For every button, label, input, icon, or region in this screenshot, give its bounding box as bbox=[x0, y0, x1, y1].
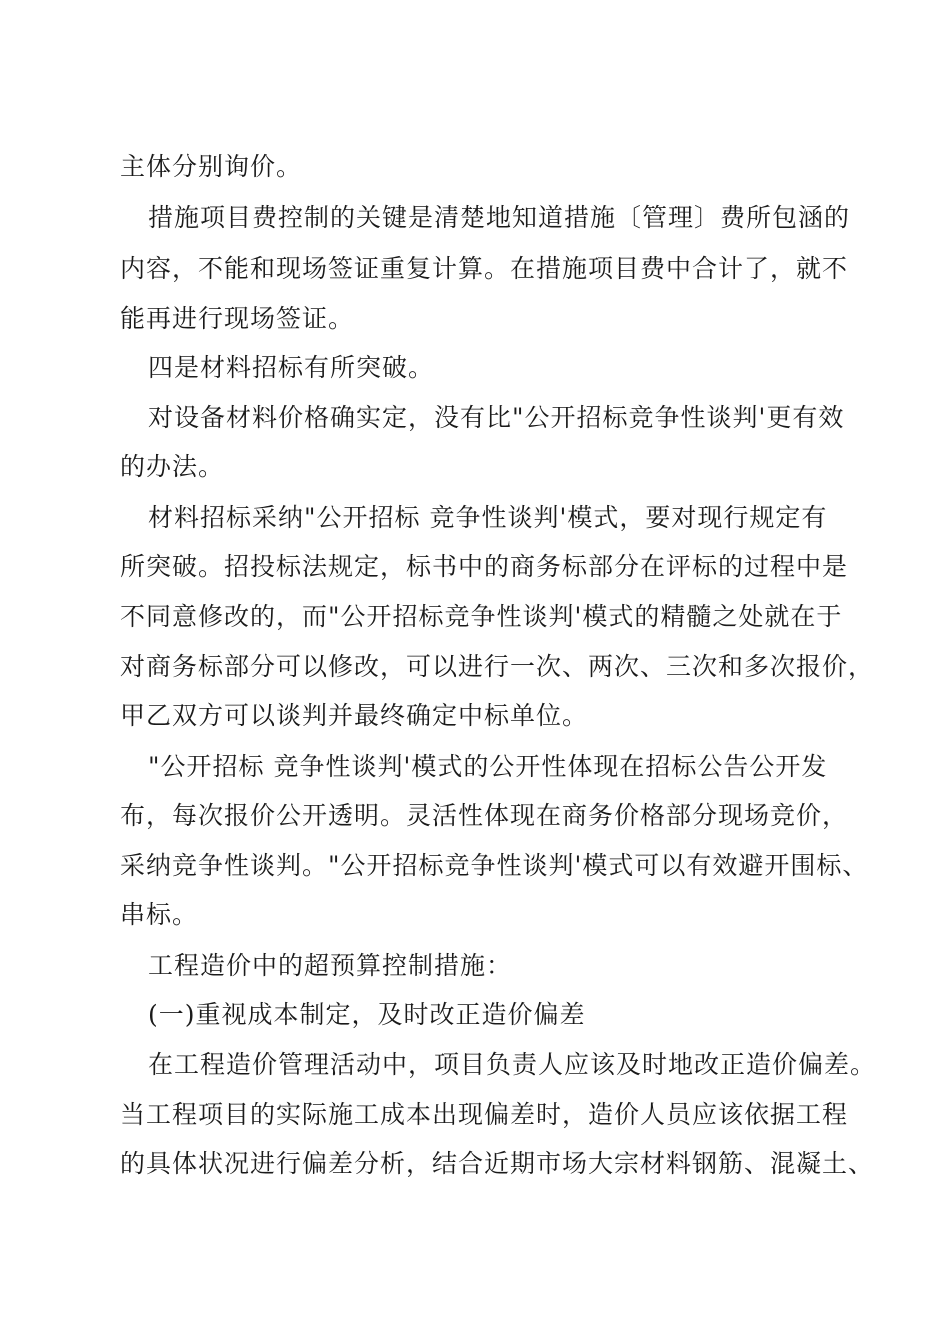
text-line: 当工程项目的实际施工成本出现偏差时，造价人员应该依据工程 bbox=[120, 1100, 849, 1129]
text-line: 所突破。招投标法规定，标书中的商务标部分在评标的过程中是 bbox=[120, 552, 849, 581]
text-line: (一)重视成本制定，及时改正造价偏差 bbox=[148, 1000, 586, 1029]
text-line: 甲乙双方可以谈判并最终确定中标单位。 bbox=[120, 701, 589, 730]
text-line: 对设备材料价格确实定，没有比"公开招标竞争性谈判'更有效 bbox=[148, 403, 845, 432]
text-line: 不同意修改的，而"公开招标竞争性谈判'模式的精髓之处就在于 bbox=[120, 602, 843, 631]
text-line: 四是材料招标有所突破。 bbox=[148, 353, 435, 382]
text-line: 的办法。 bbox=[120, 452, 225, 481]
text-line: 内容，不能和现场签证重复计算。在措施项目费中合计了，就不 bbox=[120, 254, 849, 283]
text-line: 的具体状况进行偏差分析，结合近期市场大宗材料钢筋、混凝土、 bbox=[120, 1149, 875, 1178]
text-line: 在工程造价管理活动中，项目负责人应该及时地改正造价偏差。 bbox=[148, 1050, 877, 1079]
text-line: 主体分别询价。 bbox=[120, 152, 303, 181]
text-line: 措施项目费控制的关键是清楚地知道措施〔管理〕费所包涵的 bbox=[148, 203, 851, 232]
text-line: "公开招标 竞争性谈判'模式的公开性体现在招标公告公开发 bbox=[148, 752, 828, 781]
text-line: 工程造价中的超预算控制措施： bbox=[148, 951, 513, 980]
text-line: 能再进行现场签证。 bbox=[120, 304, 355, 333]
text-line: 材料招标采纳"公开招标 竞争性谈判'模式，要对现行规定有 bbox=[148, 503, 828, 532]
text-line: 对商务标部分可以修改，可以进行一次、两次、三次和多次报价， bbox=[120, 652, 875, 681]
text-line: 采纳竞争性谈判。"公开招标竞争性谈判'模式可以有效避开围标、 bbox=[120, 851, 869, 880]
text-line: 串标。 bbox=[120, 900, 199, 929]
text-line: 布，每次报价公开透明。灵活性体现在商务价格部分现场竞价， bbox=[120, 801, 849, 830]
